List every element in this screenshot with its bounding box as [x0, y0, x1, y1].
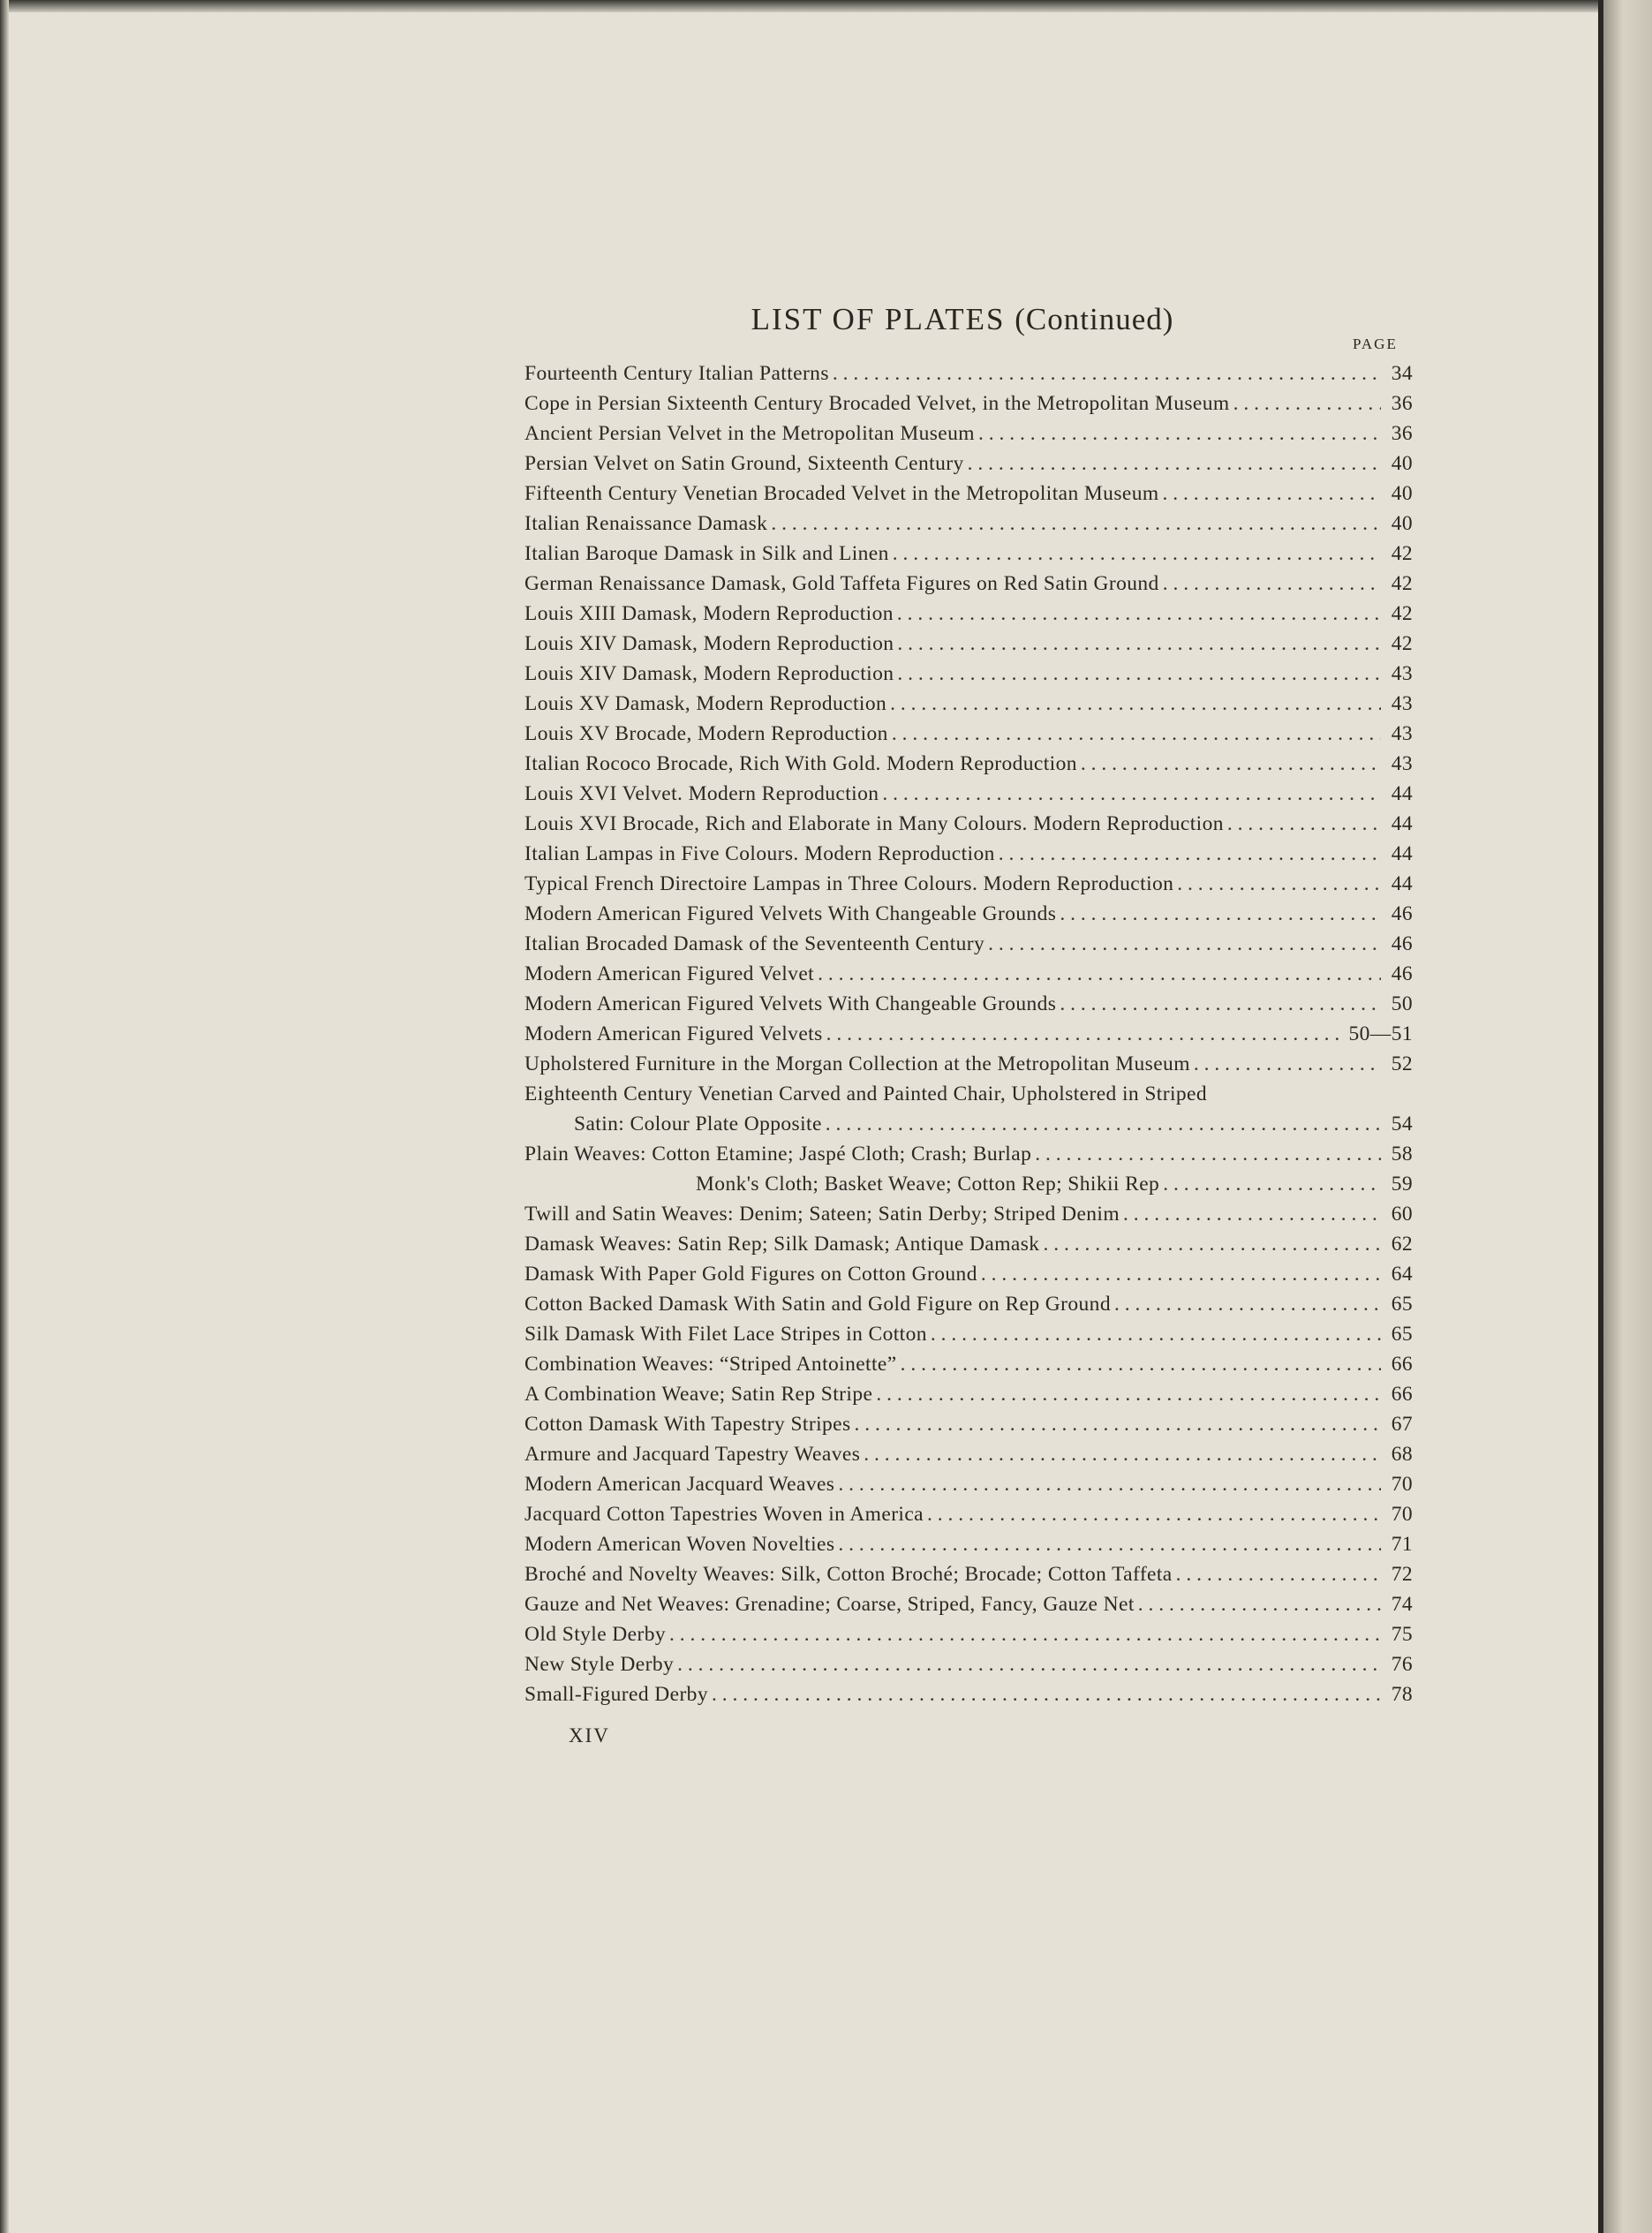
- title-continued: (Continued): [1015, 302, 1174, 336]
- plate-entry: [524, 839, 1413, 869]
- plate-title: Louis XV Brocade, Modern Reproduction: [524, 722, 888, 745]
- dot-leader: [1194, 1049, 1381, 1079]
- facing-page-edge: [1603, 0, 1652, 2233]
- plate-entry: [524, 449, 1413, 479]
- dot-leader: [931, 1319, 1381, 1349]
- dot-leader: [927, 1499, 1381, 1529]
- plate-entry: [524, 1019, 1413, 1049]
- plate-title: Typical French Directoire Lampas in Three Colours. Modern Reproduction: [524, 872, 1174, 895]
- plate-entry: [524, 1499, 1413, 1529]
- plate-title: Italian Rococo Brocade, Rich With Gold. Modern Reproduction: [524, 752, 1077, 775]
- dot-leader: [978, 419, 1381, 449]
- plate-title: Louis XVI Brocade, Rich and Elaborate in Many Colours. Modern Reproduction: [524, 812, 1224, 835]
- plate-page-number: 72: [1391, 1563, 1413, 1586]
- plate-page-number: 44: [1391, 872, 1413, 895]
- dot-leader: [1163, 479, 1381, 509]
- dot-leader: [1123, 1199, 1381, 1229]
- plate-page-number: 58: [1391, 1143, 1413, 1166]
- plate-entry: [524, 689, 1413, 719]
- plate-entry: [524, 959, 1413, 989]
- dot-leader: [1163, 1169, 1381, 1199]
- plate-entry: [524, 1589, 1413, 1619]
- plate-title: Modern American Jacquard Weaves: [524, 1473, 835, 1496]
- plate-page-number: 68: [1391, 1443, 1413, 1466]
- plate-title: Italian Renaissance Damask: [524, 512, 768, 535]
- plate-entry: [524, 1319, 1413, 1349]
- plate-page-number: 42: [1391, 572, 1413, 595]
- dot-leader: [1233, 389, 1381, 419]
- dot-leader: [890, 689, 1381, 719]
- plates-list: [524, 358, 1413, 1709]
- dot-leader: [771, 509, 1381, 539]
- plate-entry: [524, 1049, 1413, 1079]
- plate-page-number: 46: [1391, 932, 1413, 955]
- dot-leader: [892, 719, 1381, 749]
- plate-page-number: 54: [1391, 1113, 1413, 1135]
- plate-page-number: 42: [1391, 542, 1413, 565]
- dot-leader: [1035, 1139, 1381, 1169]
- plate-page-number: 52: [1391, 1052, 1413, 1075]
- plate-entry: [524, 1409, 1413, 1439]
- plate-title: Damask Weaves: Satin Rep; Silk Damask; Antique Damask: [524, 1233, 1040, 1256]
- plate-page-number: 78: [1391, 1683, 1413, 1706]
- plate-page-number: 64: [1391, 1263, 1413, 1286]
- dot-leader: [864, 1439, 1381, 1469]
- plate-page-number: 65: [1391, 1323, 1413, 1346]
- plate-entry: [524, 1529, 1413, 1559]
- dot-leader: [882, 779, 1381, 809]
- plate-page-number: 75: [1391, 1623, 1413, 1646]
- dot-leader: [999, 839, 1381, 869]
- plate-entry: [524, 989, 1413, 1019]
- plate-page-number: 43: [1391, 722, 1413, 745]
- plate-page-number: 44: [1391, 812, 1413, 835]
- plate-entry: [524, 599, 1413, 629]
- plate-title: Twill and Satin Weaves: Denim; Sateen; Satin Derby; Striped Denim: [524, 1203, 1120, 1226]
- plate-page-number: 46: [1391, 902, 1413, 925]
- plate-title: Italian Lampas in Five Colours. Modern Reproduction: [524, 842, 995, 865]
- plate-page-number: 36: [1391, 392, 1413, 415]
- plate-title: New Style Derby: [524, 1653, 675, 1676]
- plate-title: Louis XIV Damask, Modern Reproduction: [524, 632, 894, 655]
- plate-title: Damask With Paper Gold Figures on Cotton Ground: [524, 1263, 977, 1286]
- plate-entry: [524, 1469, 1413, 1499]
- plate-title: Armure and Jacquard Tapestry Weaves: [524, 1443, 861, 1466]
- plate-entry: [524, 1229, 1413, 1259]
- dot-leader: [1227, 809, 1381, 839]
- page-column-heading: PAGE: [1353, 336, 1398, 352]
- plate-title: Louis XIII Damask, Modern Reproduction: [524, 602, 894, 625]
- plate-page-number: 36: [1391, 422, 1413, 445]
- plate-page-number: 43: [1391, 692, 1413, 715]
- plate-title: Louis XV Damask, Modern Reproduction: [524, 692, 887, 715]
- plate-entry: [524, 1379, 1413, 1409]
- dot-leader: [988, 929, 1381, 959]
- plate-page-number: 62: [1391, 1233, 1413, 1256]
- plate-entry: [524, 1139, 1413, 1169]
- plate-entry: [524, 1679, 1413, 1709]
- plate-title: Upholstered Furniture in the Morgan Collection at the Metropolitan Museum: [524, 1052, 1190, 1075]
- plate-entry: [524, 1619, 1413, 1649]
- plate-page-number: 67: [1391, 1413, 1413, 1436]
- page-title: [0, 302, 1652, 337]
- dot-leader: [1177, 869, 1381, 899]
- plate-entry: [524, 358, 1413, 389]
- dot-leader: [833, 358, 1381, 389]
- plate-title: A Combination Weave; Satin Rep Stripe: [524, 1383, 873, 1406]
- plate-page-number: 44: [1391, 842, 1413, 865]
- plate-entry: [524, 539, 1413, 569]
- plate-page-number: 66: [1391, 1383, 1413, 1406]
- title-text: LIST OF PLATES: [751, 302, 1006, 336]
- plate-page-number: 43: [1391, 662, 1413, 685]
- plate-page-number: 59: [1391, 1173, 1413, 1196]
- dot-leader: [1060, 989, 1381, 1019]
- plate-page-number: 76: [1391, 1653, 1413, 1676]
- plate-entry: [524, 1109, 1413, 1139]
- dot-leader: [1176, 1559, 1381, 1589]
- dot-leader: [826, 1019, 1344, 1049]
- plate-title: Louis XVI Velvet. Modern Reproduction: [524, 782, 879, 805]
- dot-leader: [1043, 1229, 1381, 1259]
- plate-entry: [524, 929, 1413, 959]
- plate-entry: [524, 659, 1413, 689]
- plate-title: Broché and Novelty Weaves: Silk, Cotton Broché; Brocade; Cotton Taffeta: [524, 1563, 1173, 1586]
- dot-leader: [893, 539, 1381, 569]
- dot-leader: [818, 959, 1381, 989]
- plate-title: Modern American Figured Velvets: [524, 1022, 823, 1045]
- plate-title: Small-Figured Derby: [524, 1683, 708, 1706]
- plate-page-number: 42: [1391, 602, 1413, 625]
- plate-page-number: 50: [1391, 992, 1413, 1015]
- plate-title: Eighteenth Century Venetian Carved and Painted Chair, Upholstered in Striped: [524, 1083, 1208, 1105]
- plate-page-number: 40: [1391, 452, 1413, 475]
- dot-leader: [712, 1679, 1381, 1709]
- plate-entry: [524, 389, 1413, 419]
- dot-leader: [1138, 1589, 1381, 1619]
- page-folio: XIV: [569, 1724, 610, 1746]
- dot-leader: [838, 1469, 1381, 1499]
- plate-title: Modern American Woven Novelties: [524, 1533, 835, 1556]
- plate-title: Modern American Figured Velvets With Changeable Grounds: [524, 992, 1057, 1015]
- plate-title: Satin: Colour Plate Opposite: [574, 1113, 822, 1135]
- plate-title: Monk's Cloth; Basket Weave; Cotton Rep; Shikii Rep: [696, 1173, 1160, 1196]
- plate-title: Gauze and Net Weaves: Grenadine; Coarse, Striped, Fancy, Gauze Net: [524, 1593, 1135, 1616]
- dot-leader: [669, 1619, 1381, 1649]
- plate-page-number: 50—51: [1348, 1022, 1413, 1045]
- plate-page-number: 70: [1391, 1473, 1413, 1496]
- dot-leader: [897, 629, 1381, 659]
- plate-entry: [524, 1079, 1413, 1109]
- plate-page-number: 70: [1391, 1503, 1413, 1526]
- plate-page-number: 40: [1391, 512, 1413, 535]
- plate-entry: [524, 809, 1413, 839]
- plate-title: Cope in Persian Sixteenth Century Brocaded Velvet, in the Metropolitan Museum: [524, 392, 1230, 415]
- plate-page-number: 74: [1391, 1593, 1413, 1616]
- plate-entry: [524, 1649, 1413, 1679]
- plate-entry: [524, 1439, 1413, 1469]
- plate-entry: [524, 629, 1413, 659]
- plate-page-number: 46: [1391, 962, 1413, 985]
- dot-leader: [897, 599, 1381, 629]
- plate-title: Italian Baroque Damask in Silk and Linen: [524, 542, 889, 565]
- plate-entry: [524, 1289, 1413, 1319]
- plate-page-number: 65: [1391, 1293, 1413, 1316]
- plate-page-number: 71: [1391, 1533, 1413, 1556]
- plate-entry: [524, 1559, 1413, 1589]
- plate-title: Silk Damask With Filet Lace Stripes in Cotton: [524, 1323, 927, 1346]
- plate-entry: [524, 899, 1413, 929]
- plate-page-number: 66: [1391, 1353, 1413, 1376]
- plate-entry: [524, 749, 1413, 779]
- plate-entry: [524, 479, 1413, 509]
- plate-title: Modern American Figured Velvet: [524, 962, 815, 985]
- plate-entry: [524, 1199, 1413, 1229]
- plate-title: Italian Brocaded Damask of the Seventeenth Century: [524, 932, 985, 955]
- plate-title: Fifteenth Century Venetian Brocaded Velvet in the Metropolitan Museum: [524, 482, 1159, 505]
- plate-title: Louis XIV Damask, Modern Reproduction: [524, 662, 894, 685]
- plate-page-number: 60: [1391, 1203, 1413, 1226]
- plate-entry: [524, 869, 1413, 899]
- dot-leader: [968, 449, 1381, 479]
- plate-page-number: 34: [1391, 362, 1413, 385]
- dot-leader: [981, 1259, 1381, 1289]
- plate-title: Ancient Persian Velvet in the Metropolitan Museum: [524, 422, 975, 445]
- dot-leader: [876, 1379, 1381, 1409]
- plate-title: Persian Velvet on Satin Ground, Sixteenth Century: [524, 452, 964, 475]
- plate-entry: [524, 419, 1413, 449]
- dot-leader: [901, 1349, 1381, 1379]
- dot-leader: [1163, 569, 1381, 599]
- dot-leader: [677, 1649, 1381, 1679]
- dot-leader: [838, 1529, 1381, 1559]
- plate-page-number: 42: [1391, 632, 1413, 655]
- plate-title: Cotton Backed Damask With Satin and Gold Figure on Rep Ground: [524, 1293, 1111, 1316]
- plate-page-number: 40: [1391, 482, 1413, 505]
- plate-page-number: 44: [1391, 782, 1413, 805]
- plate-entry: [524, 779, 1413, 809]
- plate-entry: [524, 509, 1413, 539]
- plate-title: Fourteenth Century Italian Patterns: [524, 362, 829, 385]
- plate-title: Plain Weaves: Cotton Etamine; Jaspé Cloth; Crash; Burlap: [524, 1143, 1032, 1166]
- plate-title: Jacquard Cotton Tapestries Woven in America: [524, 1503, 924, 1526]
- plate-title: Combination Weaves: “Striped Antoinette”: [524, 1353, 897, 1376]
- plate-title: Old Style Derby: [524, 1623, 667, 1646]
- dot-leader: [1060, 899, 1381, 929]
- plate-title: Modern American Figured Velvets With Changeable Grounds: [524, 902, 1057, 925]
- dot-leader: [826, 1109, 1381, 1139]
- plate-entry: [524, 1349, 1413, 1379]
- dot-leader: [1114, 1289, 1381, 1319]
- dot-leader: [855, 1409, 1381, 1439]
- plate-page-number: 43: [1391, 752, 1413, 775]
- dot-leader: [1081, 749, 1381, 779]
- plate-entry: [524, 1259, 1413, 1289]
- plate-title: German Renaissance Damask, Gold Taffeta Figures on Red Satin Ground: [524, 572, 1159, 595]
- plate-entry: [524, 719, 1413, 749]
- plate-entry: [524, 1169, 1413, 1199]
- dot-leader: [897, 659, 1381, 689]
- plate-entry: [524, 569, 1413, 599]
- plate-title: Cotton Damask With Tapestry Stripes: [524, 1413, 851, 1436]
